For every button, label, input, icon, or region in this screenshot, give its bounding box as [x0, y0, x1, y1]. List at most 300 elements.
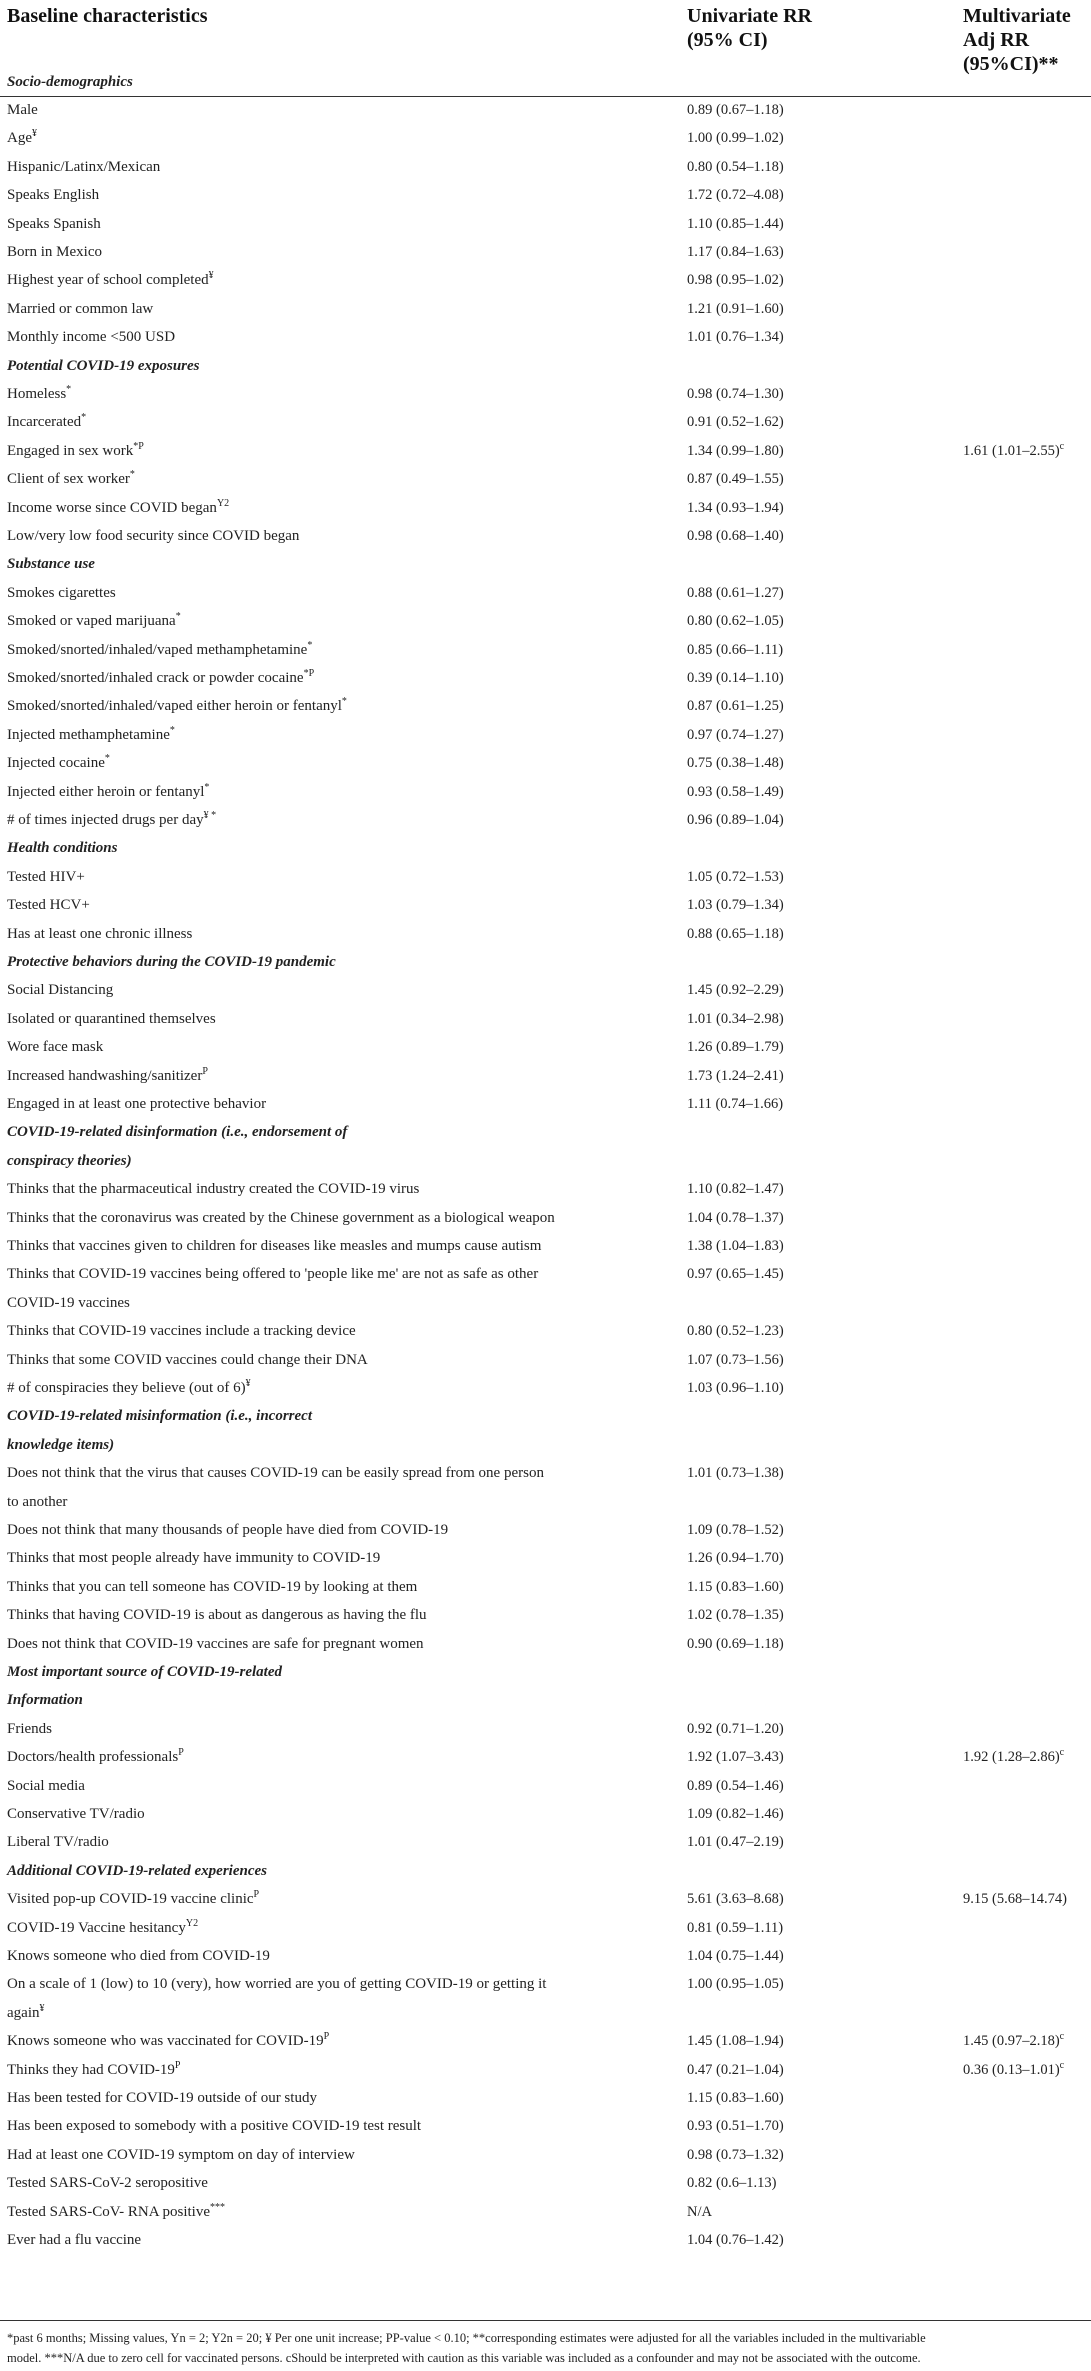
footnote-marker: *P	[303, 667, 315, 679]
footnote-marker: ¥	[208, 270, 214, 282]
section-header-row	[0, 1431, 1091, 1459]
footnote-marker: P	[174, 2059, 181, 2071]
characteristic-label	[7, 380, 71, 408]
footnote-marker: *	[341, 696, 347, 708]
label-text: Speaks English	[7, 187, 100, 204]
header-characteristic-text: Baseline characteristics	[7, 5, 208, 27]
univariate-rr-cell: 1.92 (1.07–3.43)	[687, 1749, 784, 1766]
table-row	[0, 380, 1091, 408]
table-row	[0, 1573, 1091, 1601]
label-text: Engaged in at least one protective behavior	[7, 1095, 267, 1112]
label-text: Thinks that vaccines given to children for diseases like measles and mumps cause autism	[7, 1237, 542, 1254]
characteristic-label	[7, 465, 135, 493]
footnote-marker: ¥	[245, 1377, 251, 1389]
label-text: to another	[7, 1493, 68, 1510]
table-row	[0, 721, 1091, 749]
footnote-marker: *P	[133, 440, 144, 452]
table-row	[0, 1942, 1091, 1970]
table-row	[0, 1544, 1091, 1572]
label-text: Social media	[7, 1777, 85, 1794]
label-text: Tested SARS-CoV-2 seropositive	[7, 2175, 208, 2192]
label-text: Speaks Spanish	[7, 215, 101, 232]
characteristic-label	[7, 1374, 251, 1402]
univariate-rr-cell: 1.04 (0.75–1.44)	[687, 1947, 784, 1964]
label-text: Wore face mask	[7, 1039, 104, 1056]
label-text: Thinks that the coronavirus was created by the Chinese government as a biological weapon	[7, 1209, 555, 1226]
label-text: Thinks that most people already have immunity to COVID-19	[7, 1550, 381, 1567]
univariate-rr-cell: 1.01 (0.73–1.38)	[687, 1465, 784, 1482]
table-row	[0, 522, 1091, 550]
table-row	[0, 1885, 1091, 1913]
table-row	[0, 181, 1091, 209]
characteristic-label	[7, 1232, 541, 1260]
table-row	[0, 1516, 1091, 1544]
characteristic-label	[7, 124, 37, 152]
table-row	[0, 1488, 1091, 1516]
label-text: Knows someone who was vaccinated for COVID-19	[7, 2033, 324, 2050]
label-text: Married or common law	[7, 300, 154, 317]
label-text: Visited pop-up COVID-19 vaccine clinic	[7, 1891, 254, 1908]
section-header-row	[0, 1118, 1091, 1146]
footnote-marker: *	[66, 383, 72, 395]
table-row	[0, 238, 1091, 266]
label-text: Socio-demographics	[7, 73, 133, 90]
adj-rr-text: 9.15 (5.68–14.74)	[963, 1891, 1067, 1908]
label-text: Injected methamphetamine	[7, 726, 170, 743]
characteristic-label	[7, 2112, 421, 2140]
footnote-marker: ¥	[39, 2002, 45, 2014]
univariate-rr-cell: 0.47 (0.21–1.04)	[687, 2061, 784, 2078]
footnote-marker: *	[104, 753, 110, 765]
univariate-rr-cell: 0.98 (0.95–1.02)	[687, 272, 784, 289]
univariate-rr-cell: 5.61 (3.63–8.68)	[687, 1891, 784, 1908]
footnote-line: *past 6 months; Missing values, Yn = 2; Y2n = 20; ¥ Per one unit increase; PP-value < 0.10; **corresponding estimates were adjusted for all the variables included in the multivariable	[7, 2331, 926, 2345]
footnote-marker: ***	[210, 2201, 225, 2213]
univariate-rr-cell: 1.21 (0.91–1.60)	[687, 300, 784, 317]
label-text: Most important source of COVID-19-related	[7, 1663, 283, 1680]
univariate-rr-cell: N/A	[687, 2203, 712, 2220]
table-row	[0, 1260, 1091, 1288]
multivariate-adj-rr-cell	[963, 2027, 1064, 2055]
label-text: Additional COVID-19-related experiences	[7, 1862, 267, 1879]
characteristic-label	[7, 96, 38, 124]
univariate-rr-cell: 1.01 (0.34–2.98)	[687, 1010, 784, 1027]
footnote-marker: Y2	[216, 497, 230, 509]
characteristic-label	[7, 1033, 103, 1061]
univariate-rr-cell: 0.85 (0.66–1.11)	[687, 641, 784, 658]
label-text: Does not think that many thousands of people have died from COVID-19	[7, 1521, 449, 1538]
label-text: Doctors/health professionals	[7, 1749, 179, 1766]
label-text: Smoked/snorted/inhaled/vaped either heroin or fentanyl	[7, 698, 342, 715]
characteristic-label	[7, 920, 192, 948]
label-text: Thinks that COVID-19 vaccines include a tracking device	[7, 1323, 356, 1340]
univariate-rr-cell: 1.03 (0.96–1.10)	[687, 1379, 784, 1396]
characteristic-label	[7, 1828, 109, 1856]
table-row	[0, 1715, 1091, 1743]
characteristic-label	[7, 1601, 427, 1629]
label-text: Liberal TV/radio	[7, 1834, 109, 1851]
table-row	[0, 494, 1091, 522]
label-text: Male	[7, 101, 38, 118]
label-text: Incarcerated	[7, 414, 82, 431]
univariate-rr-cell: 0.97 (0.65–1.45)	[687, 1266, 784, 1283]
characteristic-label	[7, 1970, 546, 1998]
section-title	[7, 1857, 267, 1885]
characteristic-label	[7, 778, 209, 806]
table-row	[0, 579, 1091, 607]
characteristic-label	[7, 1346, 368, 1374]
characteristic-label	[7, 1573, 417, 1601]
label-text: # of conspiracies they believe (out of 6)	[7, 1379, 246, 1396]
table-row	[0, 664, 1091, 692]
characteristic-label	[7, 863, 85, 891]
table-footnote	[7, 2328, 1085, 2368]
table-row	[0, 1346, 1091, 1374]
univariate-rr-cell: 0.87 (0.49–1.55)	[687, 471, 784, 488]
label-text: Thinks that you can tell someone has COVID-19 by looking at them	[7, 1578, 418, 1595]
section-header-row	[0, 1686, 1091, 1714]
characteristic-label	[7, 181, 99, 209]
footnote-marker: c	[1059, 440, 1065, 452]
label-text: Thinks that COVID-19 vaccines being offered to 'people like me' are not as safe as other	[7, 1266, 539, 1283]
univariate-rr-cell: 1.34 (0.99–1.80)	[687, 442, 784, 459]
characteristic-label	[7, 2056, 180, 2084]
univariate-rr-cell: 0.92 (0.71–1.20)	[687, 1720, 784, 1737]
characteristic-label	[7, 266, 214, 294]
univariate-rr-cell: 0.98 (0.73–1.32)	[687, 2146, 784, 2163]
footnote-marker: c	[1059, 2059, 1065, 2071]
univariate-rr-cell: 0.87 (0.61–1.25)	[687, 698, 784, 715]
univariate-rr-cell: 0.80 (0.62–1.05)	[687, 613, 784, 630]
footnote-marker: *	[204, 781, 210, 793]
univariate-rr-cell: 1.10 (0.85–1.44)	[687, 215, 784, 232]
label-text: Smokes cigarettes	[7, 584, 116, 601]
header-multivariate-line: Adj RR	[963, 29, 1030, 51]
section-title	[7, 1402, 312, 1430]
characteristic-label	[7, 579, 116, 607]
table-row	[0, 210, 1091, 238]
footnote-marker: P	[178, 1747, 184, 1759]
label-text: On a scale of 1 (low) to 10 (very), how worried are you of getting COVID-19 or getting it	[7, 1976, 547, 1993]
characteristic-label	[7, 721, 175, 749]
characteristic-label	[7, 1630, 424, 1658]
univariate-rr-cell: 0.39 (0.14–1.10)	[687, 669, 784, 686]
table-row	[0, 692, 1091, 720]
characteristic-label	[7, 1772, 85, 1800]
univariate-rr-cell: 1.01 (0.47–2.19)	[687, 1834, 784, 1851]
label-text: COVID-19-related disinformation (i.e., endorsement of	[7, 1124, 348, 1141]
univariate-rr-cell: 0.98 (0.68–1.40)	[687, 527, 784, 544]
table-row	[0, 153, 1091, 181]
header-multivariate	[963, 4, 1071, 76]
label-text: Income worse since COVID began	[7, 499, 217, 516]
univariate-rr-cell: 0.89 (0.67–1.18)	[687, 101, 784, 118]
header-characteristic	[7, 4, 208, 28]
label-text: Tested SARS-CoV- RNA positive	[7, 2203, 210, 2220]
characteristic-label	[7, 2169, 208, 2197]
multivariate-adj-rr-cell	[963, 1743, 1064, 1771]
table-row	[0, 1090, 1091, 1118]
label-text: Engaged in sex work	[7, 442, 134, 459]
characteristic-label	[7, 437, 144, 465]
table-row	[0, 1970, 1091, 1998]
label-text: Information	[7, 1692, 83, 1709]
footnote-marker: *	[81, 412, 87, 424]
footnote-marker: *	[175, 611, 181, 623]
section-header-row	[0, 352, 1091, 380]
table-row	[0, 2112, 1091, 2140]
univariate-rr-cell: 1.38 (1.04–1.83)	[687, 1237, 784, 1254]
label-text: Injected cocaine	[7, 755, 105, 772]
label-text: Friends	[7, 1720, 52, 1737]
section-title	[7, 1658, 282, 1686]
table-row	[0, 976, 1091, 1004]
footnote-marker: *	[307, 639, 313, 651]
table-row	[0, 266, 1091, 294]
section-header-row	[0, 1857, 1091, 1885]
label-text: Age	[7, 130, 32, 147]
label-text: Potential COVID-19 exposures	[7, 357, 200, 374]
section-header-row	[0, 550, 1091, 578]
adj-rr-text: 1.92 (1.28–2.86)	[963, 1749, 1060, 1766]
table-row	[0, 1800, 1091, 1828]
univariate-rr-cell: 1.09 (0.82–1.46)	[687, 1805, 784, 1822]
section-title	[7, 352, 200, 380]
label-text: Highest year of school completed	[7, 272, 209, 289]
footnote-marker: Y2	[185, 1917, 199, 1929]
table-row	[0, 1175, 1091, 1203]
label-text: Protective behaviors during the COVID-19 pandemic	[7, 953, 336, 970]
characteristic-label	[7, 1090, 266, 1118]
footnote-marker: c	[1059, 1747, 1065, 1759]
characteristic-label	[7, 1999, 44, 2027]
table-row	[0, 920, 1091, 948]
label-text: Smoked/snorted/inhaled/vaped methamphetamine	[7, 641, 308, 658]
footnote-marker: ¥ *	[203, 809, 217, 821]
section-header-row	[0, 1402, 1091, 1430]
label-text: COVID-19 Vaccine hesitancy	[7, 1919, 186, 1936]
multivariate-adj-rr-cell	[963, 1885, 1067, 1913]
table-row	[0, 778, 1091, 806]
label-text: Has been exposed to somebody with a positive COVID-19 test result	[7, 2118, 422, 2135]
characteristic-label	[7, 1800, 145, 1828]
characteristic-label	[7, 749, 110, 777]
section-title	[7, 1686, 83, 1714]
label-text: Health conditions	[7, 840, 118, 857]
table-row	[0, 1828, 1091, 1856]
univariate-rr-cell: 1.45 (1.08–1.94)	[687, 2033, 784, 2050]
label-text: Thinks that some COVID vaccines could change their DNA	[7, 1351, 368, 1368]
univariate-rr-cell: 1.09 (0.78–1.52)	[687, 1521, 784, 1538]
univariate-rr-cell: 1.72 (0.72–4.08)	[687, 187, 784, 204]
characteristic-label	[7, 494, 229, 522]
table-row	[0, 1062, 1091, 1090]
label-text: Smoked or vaped marijuana	[7, 613, 176, 630]
univariate-rr-cell: 1.04 (0.76–1.42)	[687, 2231, 784, 2248]
characteristic-label	[7, 1260, 538, 1288]
footnote-marker: *	[129, 469, 135, 481]
characteristic-label	[7, 1942, 270, 1970]
multivariate-adj-rr-cell	[963, 437, 1064, 465]
characteristic-label	[7, 1175, 419, 1203]
adj-rr-text: 0.36 (0.13–1.01)	[963, 2061, 1060, 2078]
univariate-rr-cell: 0.81 (0.59–1.11)	[687, 1919, 784, 1936]
table-row	[0, 1772, 1091, 1800]
table-row	[0, 1317, 1091, 1345]
label-text: again	[7, 2004, 40, 2021]
characteristic-label	[7, 2226, 141, 2254]
univariate-rr-cell: 1.00 (0.99–1.02)	[687, 130, 784, 147]
table-row	[0, 1033, 1091, 1061]
label-text: Thinks they had COVID-19	[7, 2061, 175, 2078]
univariate-rr-cell: 1.26 (0.94–1.70)	[687, 1550, 784, 1567]
header-univariate-line: Univariate RR	[687, 5, 812, 27]
table-row	[0, 2141, 1091, 2169]
characteristic-label	[7, 664, 314, 692]
characteristic-label	[7, 153, 160, 181]
footnote-marker: *	[169, 724, 175, 736]
characteristic-label	[7, 522, 299, 550]
header-univariate-line: (95% CI)	[687, 29, 768, 51]
table-row	[0, 1289, 1091, 1317]
table-row	[0, 2084, 1091, 2112]
univariate-rr-cell: 0.93 (0.58–1.49)	[687, 783, 784, 800]
label-text: Injected either heroin or fentanyl	[7, 783, 205, 800]
section-header-row	[0, 1658, 1091, 1686]
characteristic-label	[7, 1914, 198, 1942]
label-text: Low/very low food security since COVID began	[7, 527, 300, 544]
label-text: Tested HIV+	[7, 868, 85, 885]
table-row	[0, 465, 1091, 493]
table-row	[0, 2056, 1091, 2084]
characteristic-label	[7, 607, 181, 635]
univariate-rr-cell: 1.01 (0.76–1.34)	[687, 329, 784, 346]
section-header-row	[0, 948, 1091, 976]
label-text: Substance use	[7, 556, 95, 573]
univariate-rr-cell: 1.15 (0.83–1.60)	[687, 2089, 784, 2106]
table-row	[0, 1232, 1091, 1260]
table-row	[0, 1630, 1091, 1658]
univariate-rr-cell: 1.03 (0.79–1.34)	[687, 897, 784, 914]
section-title	[7, 550, 95, 578]
table-row	[0, 1601, 1091, 1629]
table-row	[0, 806, 1091, 834]
footnote-marker: c	[1059, 2031, 1065, 2043]
univariate-rr-cell: 0.93 (0.51–1.70)	[687, 2118, 784, 2135]
characteristic-label	[7, 1317, 356, 1345]
table-row	[0, 863, 1091, 891]
univariate-rr-cell: 0.88 (0.61–1.27)	[687, 584, 784, 601]
characteristic-label	[7, 2198, 225, 2226]
univariate-rr-cell: 0.80 (0.52–1.23)	[687, 1323, 784, 1340]
label-text: Increased handwashing/sanitizer	[7, 1067, 203, 1084]
table-row	[0, 2169, 1091, 2197]
univariate-rr-cell: 0.89 (0.54–1.46)	[687, 1777, 784, 1794]
multivariate-adj-rr-cell	[963, 2056, 1064, 2084]
adj-rr-text: 1.45 (0.97–2.18)	[963, 2033, 1060, 2050]
characteristic-label	[7, 1459, 544, 1487]
table-row	[0, 1005, 1091, 1033]
label-text: Conservative TV/radio	[7, 1805, 145, 1822]
characteristic-label	[7, 1743, 184, 1771]
characteristic-label	[7, 1062, 208, 1090]
table-row	[0, 1743, 1091, 1771]
univariate-rr-cell: 0.91 (0.52–1.62)	[687, 414, 784, 431]
univariate-rr-cell: 0.80 (0.54–1.18)	[687, 158, 784, 175]
characteristic-label	[7, 1544, 380, 1572]
label-text: Does not think that the virus that causes COVID-19 can be easily spread from one person	[7, 1465, 544, 1482]
label-text: Smoked/snorted/inhaled crack or powder cocaine	[7, 669, 304, 686]
label-text: COVID-19 vaccines	[7, 1294, 130, 1311]
label-text: Has been tested for COVID-19 outside of our study	[7, 2089, 317, 2106]
characteristic-label	[7, 1005, 216, 1033]
section-title	[7, 834, 117, 862]
univariate-rr-cell: 1.15 (0.83–1.60)	[687, 1578, 784, 1595]
characteristic-label	[7, 2084, 317, 2112]
characteristic-label	[7, 1488, 67, 1516]
characteristic-label	[7, 806, 216, 834]
section-title	[7, 68, 133, 96]
label-text: COVID-19-related misinformation (i.e., incorrect	[7, 1408, 312, 1425]
univariate-rr-cell: 1.05 (0.72–1.53)	[687, 868, 784, 885]
univariate-rr-cell: 1.34 (0.93–1.94)	[687, 499, 784, 516]
table-row	[0, 1914, 1091, 1942]
univariate-rr-cell: 1.73 (1.24–2.41)	[687, 1067, 784, 1084]
label-text: Thinks that the pharmaceutical industry created the COVID-19 virus	[7, 1181, 420, 1198]
label-text: Client of sex worker	[7, 471, 130, 488]
label-text: Tested HCV+	[7, 897, 90, 914]
label-text: Had at least one COVID-19 symptom on day of interview	[7, 2146, 355, 2163]
header-multivariate-line: (95%CI)**	[963, 53, 1059, 75]
label-text: Knows someone who died from COVID-19	[7, 1947, 270, 1964]
characteristic-label	[7, 2141, 355, 2169]
univariate-rr-cell: 1.45 (0.92–2.29)	[687, 982, 784, 999]
table-row	[0, 295, 1091, 323]
characteristic-label	[7, 210, 101, 238]
univariate-rr-cell: 0.90 (0.69–1.18)	[687, 1635, 784, 1652]
section-title	[7, 948, 336, 976]
characteristic-label	[7, 2027, 329, 2055]
univariate-rr-cell: 1.07 (0.73–1.56)	[687, 1351, 784, 1368]
characteristic-label	[7, 238, 102, 266]
univariate-rr-cell: 0.98 (0.74–1.30)	[687, 385, 784, 402]
characteristic-label	[7, 1715, 52, 1743]
table-row	[0, 1204, 1091, 1232]
characteristic-label	[7, 976, 113, 1004]
characteristic-label	[7, 1885, 259, 1913]
label-text: conspiracy theories)	[7, 1152, 132, 1169]
characteristic-label	[7, 891, 90, 919]
label-text: Hispanic/Latinx/Mexican	[7, 158, 161, 175]
table-row	[0, 749, 1091, 777]
section-header-row	[0, 68, 1091, 96]
footnote-marker: P	[323, 2031, 330, 2043]
label-text: Ever had a flu vaccine	[7, 2231, 142, 2248]
table-row	[0, 2198, 1091, 2226]
univariate-rr-cell: 1.04 (0.78–1.37)	[687, 1209, 784, 1226]
table-row	[0, 607, 1091, 635]
label-text: Does not think that COVID-19 vaccines are safe for pregnant women	[7, 1635, 424, 1652]
characteristic-label	[7, 1289, 130, 1317]
characteristic-label	[7, 408, 86, 436]
table-row	[0, 636, 1091, 664]
section-header-row	[0, 1147, 1091, 1175]
label-text: Homeless	[7, 385, 67, 402]
table-row	[0, 2027, 1091, 2055]
footnote-marker: P	[202, 1065, 208, 1077]
label-text: Monthly income <500 USD	[7, 329, 176, 346]
table-row	[0, 2226, 1091, 2254]
